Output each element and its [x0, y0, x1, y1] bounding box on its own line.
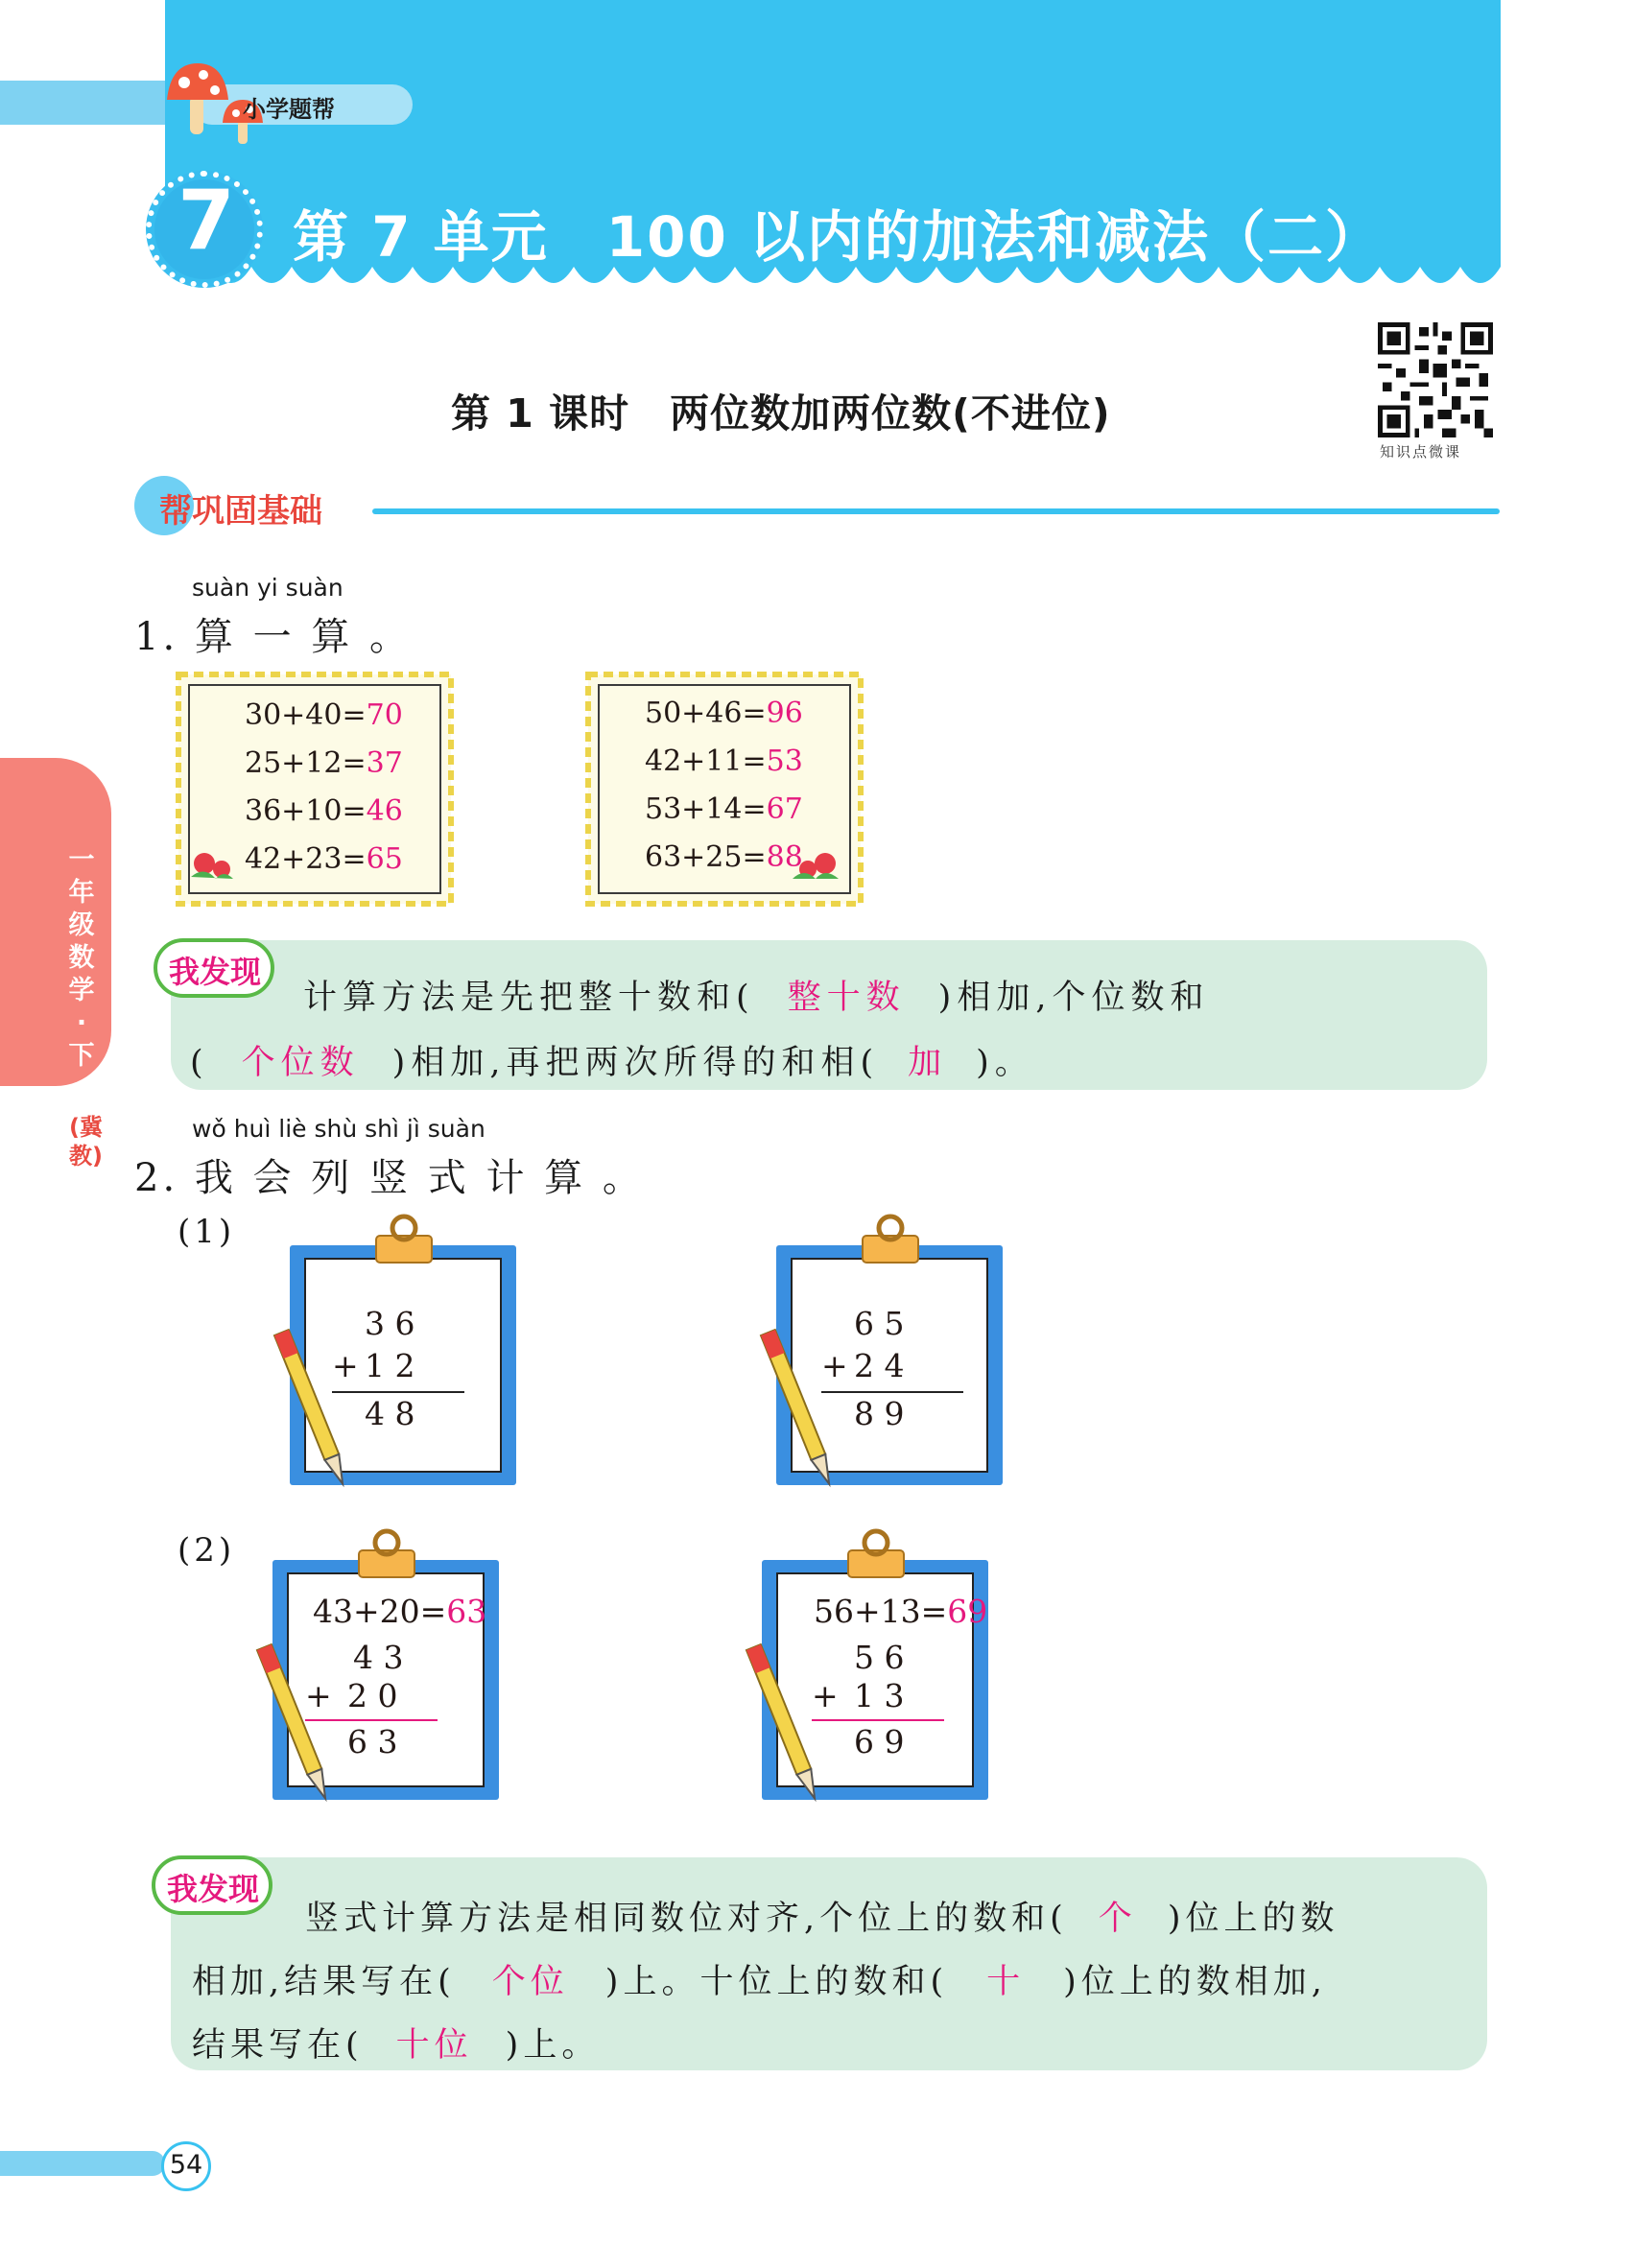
- page-number-strip: [0, 2151, 165, 2176]
- board-1-second: 1 2: [365, 1347, 415, 1384]
- answer: 46: [366, 794, 403, 828]
- q1-right-row-4: 63+25=88: [645, 840, 803, 874]
- board-3-second: 2 0: [347, 1677, 398, 1714]
- answer: 67: [766, 792, 803, 826]
- q1-right-row-1: 50+46=96: [645, 697, 803, 730]
- discovery-1-line-1: 计算方法是先把整十数和( 整十数 )相加,个位数和: [303, 979, 1210, 1017]
- board-4-result: 6 9: [854, 1723, 905, 1760]
- answer: 个位数: [241, 1044, 360, 1082]
- board-3-result: 6 3: [347, 1723, 398, 1760]
- board-2-second: 2 4: [854, 1347, 905, 1384]
- unit-number: 7: [178, 173, 235, 269]
- discovery-1-line-2: ( 个位数 )相加,再把两次所得的和相( 加 )。: [190, 1044, 1034, 1082]
- answer: 十: [986, 1963, 1026, 2001]
- q1-left-row-2: 25+12=37: [245, 746, 403, 780]
- answer: 37: [366, 746, 403, 780]
- q2-pinyin: wǒ huì liè shù shì jì suàn: [192, 1115, 485, 1143]
- board-4-equation: 56+13=69: [814, 1593, 988, 1630]
- answer: 个位: [491, 1963, 569, 2001]
- answer: 整十数: [787, 979, 906, 1017]
- q2-part-1-label: (1): [178, 1213, 236, 1251]
- q1-left-row-4: 42+23=65: [245, 842, 403, 876]
- board-2-result: 8 9: [854, 1395, 905, 1432]
- section-divider: [372, 508, 1500, 514]
- answer: 88: [766, 840, 803, 874]
- unit-title: 第 7 单元 100 以内的加法和减法（二）: [293, 204, 1384, 270]
- board-1-plus: +: [332, 1347, 359, 1384]
- q1-pinyin: suàn yi suàn: [192, 574, 343, 602]
- q2-title: 2. 我 会 列 竖 式 计 算 。: [134, 1156, 645, 1200]
- board-3-plus: +: [305, 1677, 332, 1714]
- q1-title: 1. 算 一 算 。: [134, 615, 413, 659]
- answer: 加: [908, 1044, 948, 1082]
- discovery-2-line-3: 结果写在( 十位 )上。: [192, 2026, 601, 2065]
- lesson-title: 第 1 课时 两位数加两位数(不进位): [451, 390, 1111, 437]
- q2-part-2-label: (2): [178, 1531, 236, 1570]
- answer: 十位: [395, 2026, 473, 2065]
- board-4-rule: [812, 1719, 944, 1721]
- discovery-2-line-1: 竖式计算方法是相同数位对齐,个位上的数和( 个 )位上的数: [305, 1900, 1339, 1938]
- answer: 96: [766, 697, 803, 730]
- board-3-equation: 43+20=63: [313, 1593, 487, 1630]
- answer: 65: [366, 842, 403, 876]
- board-4-plus: +: [812, 1677, 839, 1714]
- answer: 69: [947, 1593, 988, 1630]
- section-title: 帮巩固基础: [159, 492, 322, 531]
- board-1-result: 4 8: [365, 1395, 415, 1432]
- qr-caption: 知识点微课: [1380, 443, 1462, 461]
- q1-right-row-3: 53+14=67: [645, 792, 803, 826]
- answer: 63: [446, 1593, 487, 1630]
- page-number: 54: [169, 2150, 203, 2180]
- discovery-label-2: 我发现: [167, 1871, 260, 1907]
- grade-label: 一年级数学·下: [68, 845, 95, 1071]
- board-2-plus: +: [821, 1347, 848, 1384]
- q1-left-row-1: 30+40=70: [245, 698, 403, 732]
- q1-left-row-3: 36+10=46: [245, 794, 403, 828]
- discovery-label-1: 我发现: [169, 954, 262, 990]
- q1-right-row-2: 42+11=53: [645, 744, 803, 778]
- board-1-rule: [332, 1391, 464, 1393]
- board-2-rule: [821, 1391, 963, 1393]
- brand-label: 小学题帮: [243, 96, 335, 123]
- answer: 53: [766, 744, 803, 778]
- edition-label: (冀教): [69, 1114, 103, 1169]
- board-4-second: 1 3: [854, 1677, 905, 1714]
- discovery-2-line-2: 相加,结果写在( 个位 )上。十位上的数和( 十 )位上的数相加,: [192, 1963, 1327, 2001]
- answer: 个: [1098, 1900, 1137, 1938]
- board-2-top: 6 5: [854, 1305, 905, 1342]
- board-3-rule: [305, 1719, 438, 1721]
- board-3-top: 4 3: [353, 1639, 404, 1676]
- board-4-top: 5 6: [854, 1639, 905, 1676]
- answer: 70: [366, 698, 403, 732]
- qr-code-icon[interactable]: [1378, 322, 1493, 437]
- board-1-top: 3 6: [365, 1305, 415, 1342]
